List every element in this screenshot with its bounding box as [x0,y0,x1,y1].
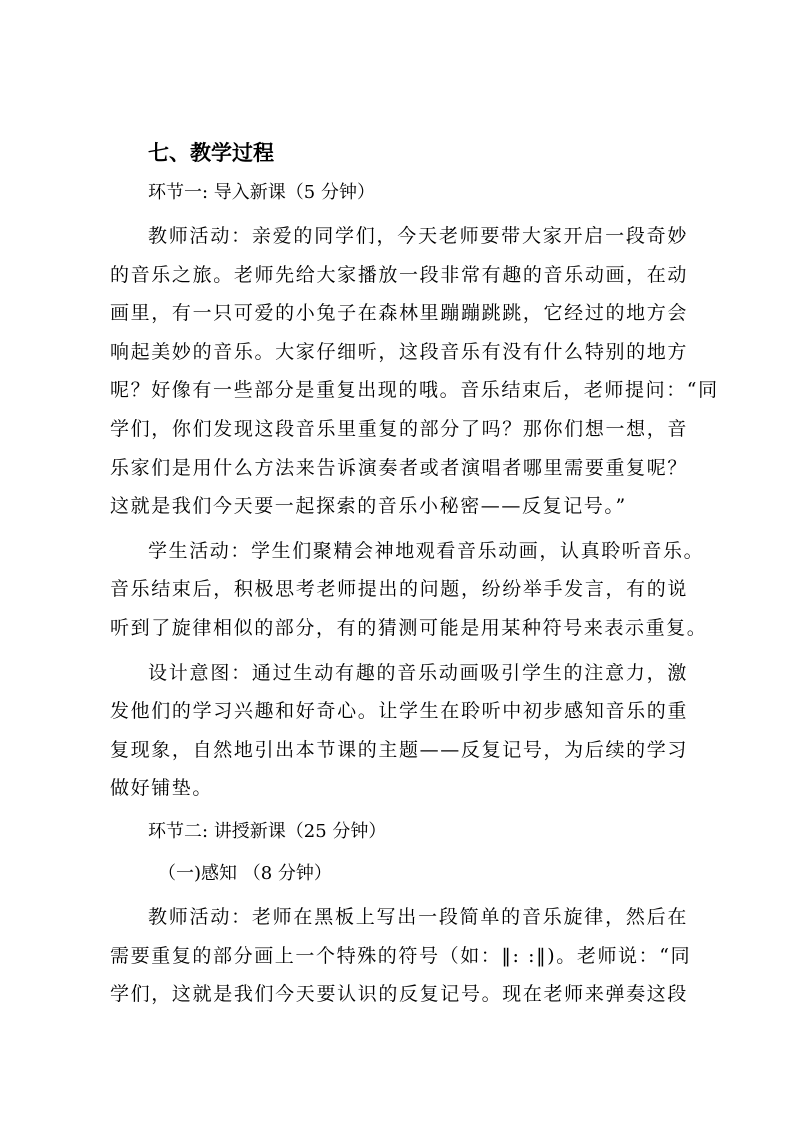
text-line: 音乐结束后，积极思考老师提出的问题，纷纷举手发言，有的说 [110,578,688,601]
step2-teacher-activity [110,898,692,1014]
step1-teacher-activity [110,217,719,526]
text-line: 设计意图：通过生动有趣的音乐动画吸引学生的注意力，激 [148,661,688,684]
text-line: 的音乐之旅。老师先给大家播放一段非常有趣的音乐动画，在动 [110,263,688,286]
text-line: 呢？好像有一些部分是重复出现的哦。音乐结束后，老师提问：“同 [110,379,719,402]
step2-title: 环节二: 讲授新课（25 分钟） [148,820,387,842]
text-line: 这就是我们今天要一起探索的音乐小秘密——反复记号。” [110,495,627,518]
text-line: 需要重复的部分画上一个特殊的符号（如：‖: :‖)。老师说：“同 [110,944,692,967]
text-line: 乐家们是用什么方法来告诉演奏者或者演唱者哪里需要重复呢？ [110,456,688,479]
text-line: 做好铺垫。 [110,777,214,800]
text-line: 发他们的学习兴趣和好奇心。让学生在聆听中初步感知音乐的重 [110,700,688,723]
section-title: 七、教学过程 [148,141,274,165]
text-line: 学们，你们发现这段音乐里重复的部分了吗？那你们想一想，音 [110,417,688,440]
step2-part1-title: （一)感知 （8 分钟） [158,862,332,884]
step1-design-intent [110,654,688,808]
text-line: 学们，这就是我们今天要认识的反复记号。现在老师来弹奏这段 [110,983,688,1006]
text-line: 复现象，自然地引出本节课的主题——反复记号，为后续的学习 [110,738,688,761]
text-line: 画里，有一只可爱的小兔子在森林里蹦蹦跳跳，它经过的地方会 [110,302,688,325]
step1-student-activity [110,532,708,648]
text-line: 响起美妙的音乐。大家仔细听，这段音乐有没有什么特别的地方 [110,340,688,363]
document-page [110,135,719,1020]
text-line: 学生活动：学生们聚精会神地观看音乐动画，认真聆听音乐。 [148,539,705,562]
text-line: 听到了旋律相似的部分，有的猜测可能是用某种符号来表示重复。 [110,616,708,639]
text-line: 教师活动：亲爱的同学们，今天老师要带大家开启一段奇妙 [148,225,688,247]
text-line: 教师活动：老师在黑板上写出一段简单的音乐旋律，然后在 [148,905,688,928]
step1-title: 环节一: 导入新课（5 分钟） [148,182,375,203]
